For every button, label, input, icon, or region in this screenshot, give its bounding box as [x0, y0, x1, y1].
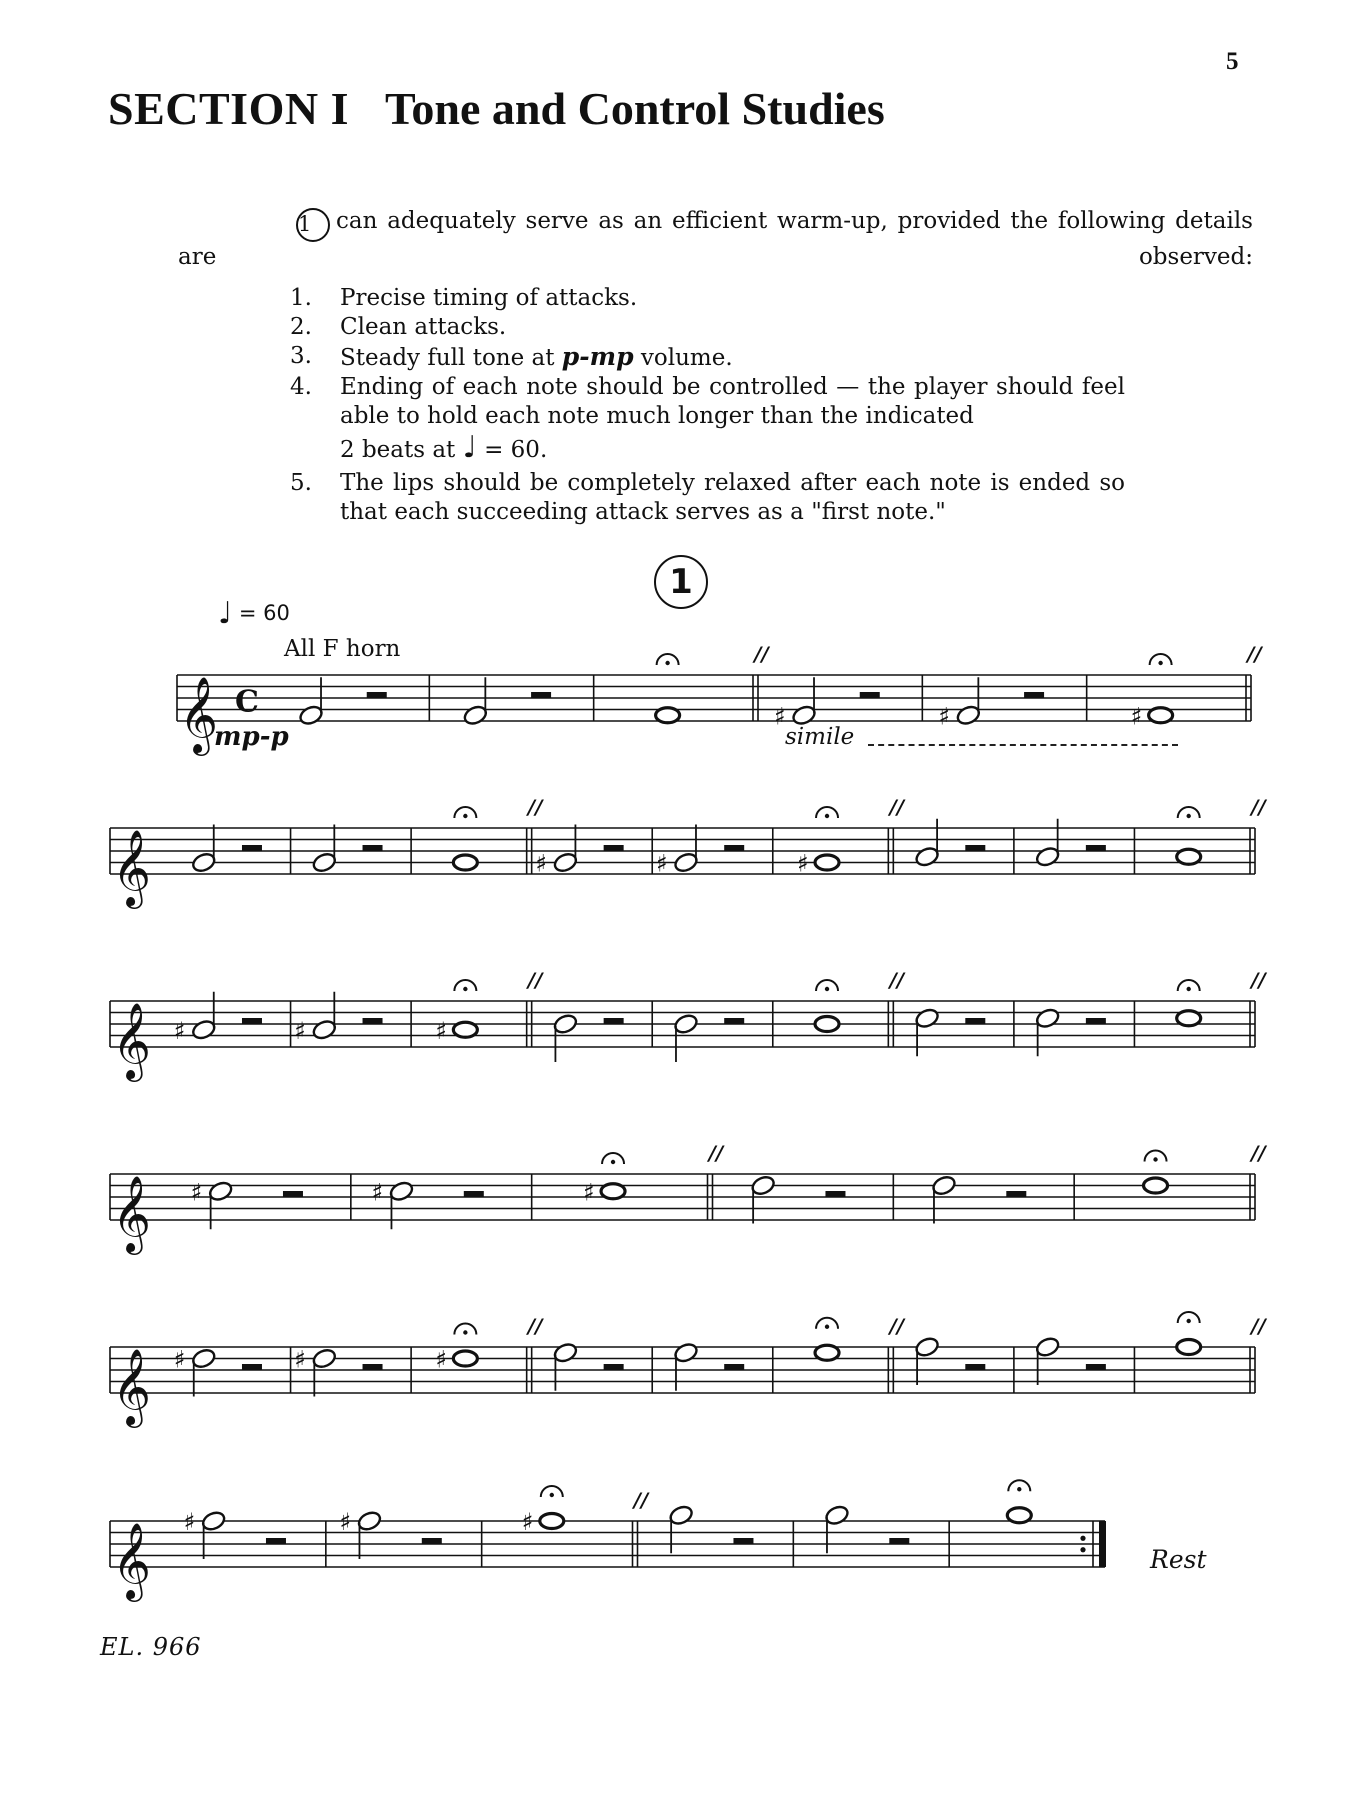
- caesura-icon: //: [633, 1488, 649, 1512]
- intro-text: can adequately serve as an efficient warm-up, provided the following details are observed:: [178, 208, 1253, 270]
- fermata-dot: [1153, 1157, 1157, 1161]
- staff-system: [110, 1312, 1267, 1428]
- half-rest: [1024, 692, 1044, 698]
- half-rest: [965, 1364, 985, 1370]
- whole-note: [1177, 849, 1201, 864]
- caesura-icon: //: [1251, 1141, 1266, 1165]
- fermata-dot: [665, 661, 669, 665]
- dynamic-marking: p-mp: [561, 342, 634, 371]
- fermata-dot: [825, 1325, 829, 1329]
- sharp-icon: ♯: [294, 1345, 306, 1374]
- half-rest: [242, 1364, 262, 1370]
- half-rest: [965, 845, 985, 851]
- final-barline: [1099, 1521, 1106, 1567]
- caesura-icon: //: [527, 795, 543, 819]
- sharp-icon: ♯: [339, 1508, 352, 1536]
- treble-clef-icon: 𝄞: [179, 676, 219, 753]
- caesura-icon: //: [1251, 968, 1266, 992]
- sharp-icon: ♯: [435, 1016, 447, 1045]
- half-rest: [422, 1538, 442, 1544]
- sharp-icon: ♯: [190, 1178, 203, 1207]
- whole-note: [815, 855, 839, 870]
- treble-clef-icon: 𝄞: [112, 1002, 152, 1079]
- rest-label: Rest: [1150, 1545, 1207, 1574]
- half-rest: [604, 1364, 624, 1370]
- sharp-icon: ♯: [1130, 702, 1143, 731]
- half-rest: [1086, 1364, 1106, 1370]
- sharp-icon: ♯: [655, 849, 668, 878]
- detail-item: 3. Steady full tone at p-mp volume.: [290, 342, 733, 371]
- half-rest: [1086, 1018, 1106, 1024]
- whole-note: [1144, 1178, 1168, 1193]
- caesura-icon: //: [1251, 795, 1266, 819]
- half-rest: [965, 1018, 985, 1024]
- sharp-icon: ♯: [774, 702, 786, 731]
- whole-note: [453, 855, 477, 870]
- whole-note: [1149, 708, 1173, 723]
- sharp-icon: ♯: [583, 1178, 595, 1207]
- dynamic-marking: mp-p: [214, 722, 289, 752]
- sharp-icon: ♯: [797, 849, 809, 878]
- caesura-icon: //: [1251, 1314, 1266, 1338]
- section-title: Tone and Control Studies: [384, 83, 885, 134]
- half-rest: [1086, 845, 1106, 851]
- treble-clef-icon: 𝄞: [112, 1175, 152, 1252]
- half-rest: [363, 1018, 383, 1024]
- whole-note: [1007, 1508, 1031, 1523]
- whole-note: [1177, 1340, 1201, 1355]
- repeat-dot: [1080, 1547, 1085, 1552]
- half-rest: [860, 692, 880, 698]
- staff-system: [177, 642, 1263, 756]
- caesura-icon: //: [527, 968, 543, 992]
- half-rest: [266, 1538, 286, 1544]
- quarter-note-icon: ♩: [218, 596, 233, 631]
- whole-note: [656, 708, 680, 723]
- detail-item: 5. The lips should be completely relaxed after each note is ended so that each succeeding attack serves as a "first note.": [290, 470, 1125, 525]
- fermata-dot: [463, 987, 467, 991]
- staff-system: [110, 968, 1267, 1082]
- page-number: 5: [1226, 48, 1239, 75]
- half-rest: [733, 1538, 753, 1544]
- half-rest: [604, 1018, 624, 1024]
- quarter-note-icon: ♩: [462, 430, 477, 465]
- section-label: SECTION I: [108, 83, 349, 134]
- whole-note: [453, 1022, 477, 1037]
- caesura-icon: //: [889, 968, 904, 992]
- tempo-marking: ♩ = 60: [218, 596, 290, 631]
- sharp-icon: ♯: [183, 1508, 196, 1536]
- sharp-icon: ♯: [294, 1016, 306, 1045]
- half-rest: [531, 692, 551, 698]
- fermata-dot: [463, 1330, 467, 1334]
- half-rest: [363, 1364, 383, 1370]
- half-rest: [825, 1191, 845, 1197]
- caesura-icon: //: [889, 795, 904, 819]
- half-rest: [283, 1191, 303, 1197]
- sharp-icon: ♯: [535, 849, 548, 878]
- detail-item: 4. Ending of each note should be controlled — the player should feel able to hold each note much longer than the indicated 2 beats at ♩ = 60.: [290, 374, 1125, 465]
- caesura-icon: //: [1247, 642, 1262, 666]
- half-rest: [1006, 1191, 1026, 1197]
- fermata-dot: [1186, 1319, 1190, 1323]
- staff-system: [110, 1141, 1267, 1255]
- half-rest: [724, 1018, 744, 1024]
- detail-item: 2. Clean attacks.: [290, 314, 507, 340]
- whole-note: [1177, 1011, 1201, 1026]
- repeat-dot: [1080, 1536, 1085, 1541]
- detail-item: 1. Precise timing of attacks.: [290, 285, 638, 311]
- fermata-dot: [1186, 814, 1190, 818]
- whole-note: [453, 1351, 477, 1366]
- half-rest: [724, 1364, 744, 1370]
- fermata-dot: [1017, 1487, 1021, 1491]
- fermata-dot: [825, 987, 829, 991]
- simile-marking: simile: [785, 724, 855, 750]
- whole-note: [815, 1345, 839, 1360]
- sharp-icon: ♯: [521, 1508, 534, 1536]
- treble-clef-icon: 𝄞: [112, 829, 152, 906]
- instrument-label: All F horn: [284, 636, 401, 662]
- caesura-icon: //: [527, 1314, 543, 1338]
- footer-code: EL. 966: [100, 1633, 202, 1661]
- half-rest: [724, 845, 744, 851]
- whole-note: [540, 1514, 564, 1529]
- whole-note: [815, 1017, 839, 1032]
- caesura-icon: //: [754, 642, 769, 666]
- half-rest: [367, 692, 387, 698]
- staff-system: [110, 795, 1267, 909]
- exercise-ref-circle: 1: [296, 208, 330, 242]
- fermata-dot: [463, 814, 467, 818]
- caesura-icon: //: [708, 1141, 724, 1165]
- fermata-dot: [1186, 987, 1190, 991]
- half-rest: [604, 845, 624, 851]
- treble-clef-icon: 𝄞: [112, 1522, 152, 1599]
- half-rest: [363, 845, 383, 851]
- half-rest: [464, 1191, 484, 1197]
- fermata-dot: [611, 1160, 615, 1164]
- half-rest: [889, 1538, 909, 1544]
- fermata-dot: [825, 814, 829, 818]
- whole-note: [601, 1184, 625, 1199]
- half-rest: [242, 1018, 262, 1024]
- caesura-icon: //: [889, 1314, 904, 1338]
- sharp-icon: ♯: [435, 1345, 447, 1374]
- fermata-dot: [1158, 661, 1162, 665]
- staff-system: [110, 1480, 1106, 1602]
- sharp-icon: ♯: [173, 1016, 186, 1045]
- exercise-number: 1: [654, 555, 708, 609]
- half-rest: [242, 845, 262, 851]
- treble-clef-icon: 𝄞: [112, 1348, 152, 1425]
- sharp-icon: ♯: [173, 1345, 186, 1374]
- fermata-dot: [550, 1493, 554, 1497]
- time-signature: C: [235, 684, 259, 720]
- sharp-icon: ♯: [938, 702, 950, 731]
- sharp-icon: ♯: [371, 1178, 384, 1207]
